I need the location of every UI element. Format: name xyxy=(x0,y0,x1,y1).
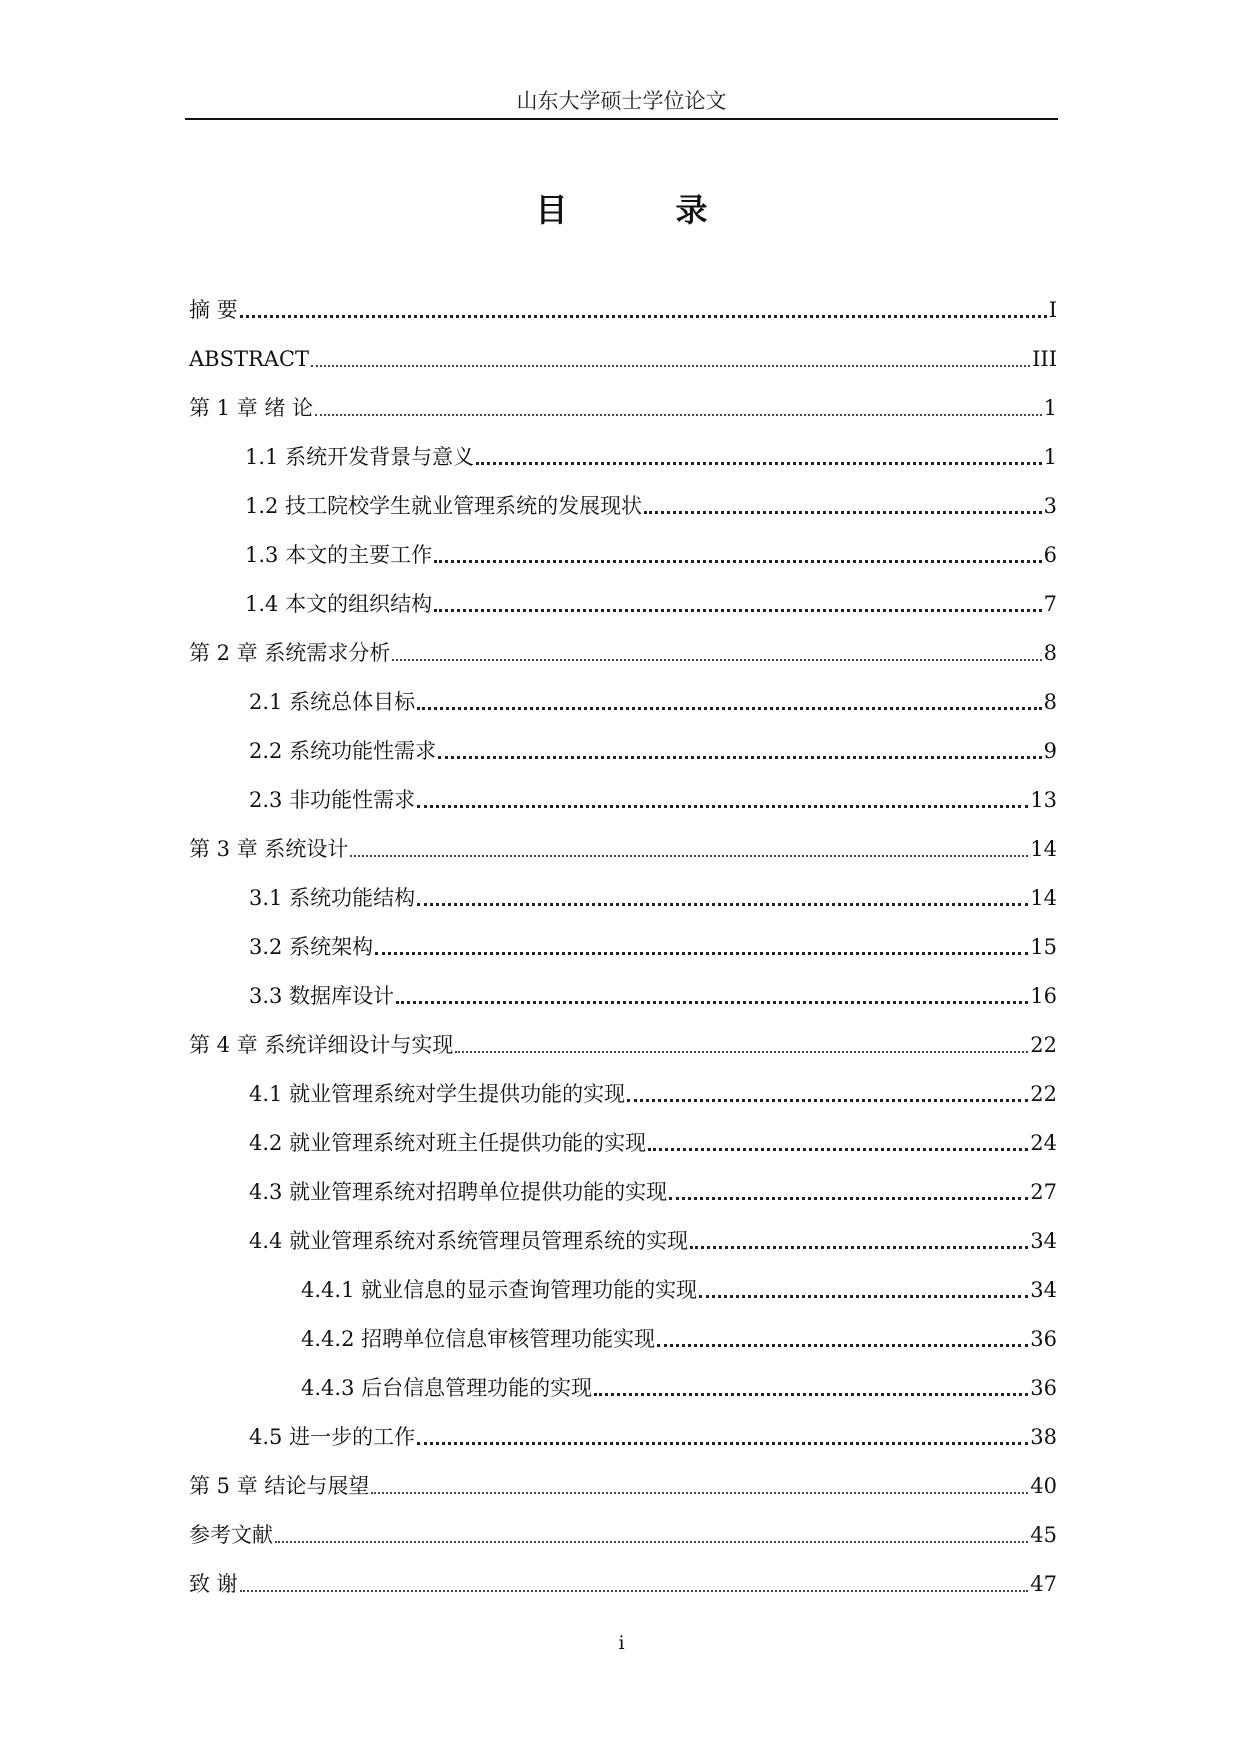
toc-entry[interactable] xyxy=(189,570,1057,619)
toc-entry-page: 40 xyxy=(1030,1474,1057,1498)
toc-dot-leader xyxy=(455,1051,1028,1053)
toc-dot-leader xyxy=(375,952,1028,955)
toc-dot-leader xyxy=(690,1246,1028,1249)
toc-entry-page: 1 xyxy=(1043,445,1057,469)
toc-dot-leader xyxy=(392,659,1041,661)
toc-dot-leader xyxy=(240,1590,1029,1592)
toc-entry-label: 第 4 章 系统详细设计与实现 xyxy=(189,1033,454,1057)
toc-entry-label: 4.1 就业管理系统对学生提供功能的实现 xyxy=(249,1082,626,1106)
toc-dot-leader xyxy=(644,511,1042,514)
toc-entry-page: 3 xyxy=(1043,494,1057,518)
toc-entry-label: 摘 要 xyxy=(189,298,238,322)
toc-entry-page: 8 xyxy=(1043,690,1057,714)
toc-dot-leader xyxy=(417,707,1042,710)
toc-title: 目 录 xyxy=(535,191,746,229)
toc-entry-label: 致 谢 xyxy=(189,1572,238,1596)
toc-dot-leader xyxy=(417,805,1028,808)
header-rule xyxy=(185,118,1058,120)
toc-list xyxy=(189,276,1057,1599)
toc-entry-page: 15 xyxy=(1030,935,1057,959)
toc-entry[interactable] xyxy=(189,619,1057,668)
toc-entry[interactable] xyxy=(189,521,1057,570)
toc-entry[interactable] xyxy=(189,1109,1057,1158)
toc-entry-page: 47 xyxy=(1030,1572,1057,1596)
toc-entry[interactable] xyxy=(189,1452,1057,1501)
toc-entry[interactable] xyxy=(189,374,1057,423)
toc-entry-page: 24 xyxy=(1030,1131,1057,1155)
toc-entry-page: 14 xyxy=(1030,886,1057,910)
toc-entry-label: 第 1 章 绪 论 xyxy=(189,396,314,420)
toc-entry[interactable] xyxy=(189,1354,1057,1403)
toc-entry-label: 第 3 章 系统设计 xyxy=(189,837,349,861)
toc-entry-label: 第 5 章 结论与展望 xyxy=(189,1474,370,1498)
toc-entry[interactable] xyxy=(189,815,1057,864)
toc-entry-label: 3.3 数据库设计 xyxy=(249,984,395,1008)
toc-entry-label: 2.3 非功能性需求 xyxy=(249,788,416,812)
toc-entry[interactable] xyxy=(189,472,1057,521)
toc-entry-page: 22 xyxy=(1030,1033,1057,1057)
toc-dot-leader xyxy=(438,756,1042,759)
toc-dot-leader xyxy=(240,315,1047,318)
toc-entry-label: 4.4.1 就业信息的显示查询管理功能的实现 xyxy=(301,1278,698,1302)
toc-entry[interactable] xyxy=(189,276,1057,325)
toc-entry[interactable] xyxy=(189,1060,1057,1109)
toc-entry-label: 1.3 本文的主要工作 xyxy=(245,543,433,567)
toc-entry-page: 34 xyxy=(1030,1229,1057,1253)
toc-dot-leader xyxy=(371,1492,1028,1494)
toc-entry-label: 4.2 就业管理系统对班主任提供功能的实现 xyxy=(249,1131,647,1155)
toc-entry-label: 4.4.2 招聘单位信息审核管理功能实现 xyxy=(301,1327,656,1351)
toc-dot-leader xyxy=(699,1295,1028,1298)
toc-dot-leader xyxy=(315,414,1042,416)
toc-dot-leader xyxy=(594,1393,1028,1396)
toc-entry-label: 2.1 系统总体目标 xyxy=(249,690,416,714)
toc-entry-label: 1.1 系统开发背景与意义 xyxy=(245,445,475,469)
toc-entry-label: 4.4.3 后台信息管理功能的实现 xyxy=(301,1376,593,1400)
toc-entry-page: 13 xyxy=(1030,788,1057,812)
toc-entry-page: 45 xyxy=(1030,1523,1057,1547)
toc-entry[interactable] xyxy=(189,668,1057,717)
toc-dot-leader xyxy=(627,1099,1028,1102)
toc-entry-label: 1.4 本文的组织结构 xyxy=(245,592,433,616)
toc-dot-leader xyxy=(648,1148,1028,1151)
toc-entry-page: 6 xyxy=(1043,543,1057,567)
toc-entry-page: 27 xyxy=(1030,1180,1057,1204)
toc-entry[interactable] xyxy=(189,1207,1057,1256)
toc-dot-leader xyxy=(669,1197,1028,1200)
toc-entry-page: 7 xyxy=(1043,592,1057,616)
toc-entry-page: 38 xyxy=(1030,1425,1057,1449)
toc-entry-label: 4.5 进一步的工作 xyxy=(249,1425,416,1449)
toc-entry-page: 36 xyxy=(1030,1376,1057,1400)
running-header: 山东大学硕士学位论文 xyxy=(516,89,727,113)
toc-dot-leader xyxy=(350,855,1028,857)
toc-dot-leader xyxy=(476,462,1042,465)
toc-entry[interactable] xyxy=(189,1256,1057,1305)
toc-entry[interactable] xyxy=(189,1011,1057,1060)
toc-entry[interactable] xyxy=(189,1158,1057,1207)
toc-entry-label: 参考文献 xyxy=(189,1523,273,1547)
toc-entry-page: 1 xyxy=(1043,396,1057,420)
toc-entry[interactable] xyxy=(189,717,1057,766)
toc-entry-page: 9 xyxy=(1043,739,1057,763)
toc-entry-page: III xyxy=(1032,347,1057,371)
toc-entry-page: 16 xyxy=(1030,984,1057,1008)
toc-entry[interactable] xyxy=(189,325,1057,374)
toc-dot-leader xyxy=(417,1442,1028,1445)
toc-entry-label: 3.2 系统架构 xyxy=(249,935,374,959)
toc-entry[interactable] xyxy=(189,913,1057,962)
toc-entry-label: 1.2 技工院校学生就业管理系统的发展现状 xyxy=(245,494,643,518)
toc-entry-label: ABSTRACT xyxy=(189,347,310,371)
toc-entry[interactable] xyxy=(189,1403,1057,1452)
toc-entry-label: 4.4 就业管理系统对系统管理员管理系统的实现 xyxy=(249,1229,689,1253)
toc-entry-label: 3.1 系统功能结构 xyxy=(249,886,416,910)
toc-entry[interactable] xyxy=(189,864,1057,913)
toc-entry-page: 34 xyxy=(1030,1278,1057,1302)
toc-entry-page: 36 xyxy=(1030,1327,1057,1351)
toc-entry[interactable] xyxy=(189,423,1057,472)
toc-dot-leader xyxy=(434,609,1042,612)
toc-dot-leader xyxy=(417,903,1028,906)
toc-entry-page: 14 xyxy=(1030,837,1057,861)
toc-entry-label: 2.2 系统功能性需求 xyxy=(249,739,437,763)
toc-entry[interactable] xyxy=(189,1501,1057,1550)
toc-entry-label: 4.3 就业管理系统对招聘单位提供功能的实现 xyxy=(249,1180,668,1204)
toc-entry[interactable] xyxy=(189,1305,1057,1354)
toc-entry[interactable] xyxy=(189,962,1057,1011)
toc-entry[interactable] xyxy=(189,766,1057,815)
page-folio: i xyxy=(618,1632,625,1654)
toc-dot-leader xyxy=(275,1541,1028,1543)
toc-dot-leader xyxy=(311,365,1030,367)
toc-entry[interactable] xyxy=(189,1550,1057,1599)
toc-dot-leader xyxy=(657,1344,1028,1347)
toc-entry-label: 第 2 章 系统需求分析 xyxy=(189,641,391,665)
toc-dot-leader xyxy=(396,1001,1028,1004)
toc-dot-leader xyxy=(434,560,1042,563)
toc-entry-page: 8 xyxy=(1043,641,1057,665)
toc-entry-page: 22 xyxy=(1030,1082,1057,1106)
toc-entry-page: I xyxy=(1048,298,1057,322)
